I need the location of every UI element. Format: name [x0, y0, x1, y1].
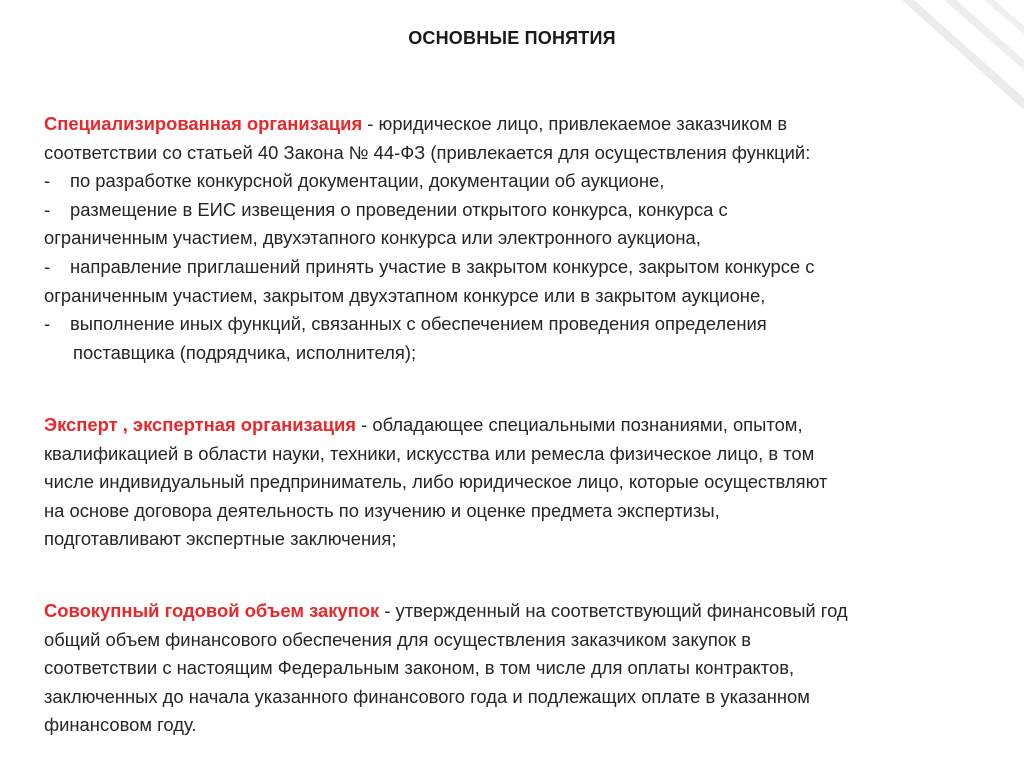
definition-term: Эксперт , экспертная организация [44, 414, 357, 435]
definition-term: Совокупный годовой объем закупок [44, 600, 380, 621]
definition-line [44, 440, 989, 469]
list-item-text: размещение в ЕИС извещения о проведении открытого конкурса, конкурса с [70, 198, 728, 220]
definition-text: на основе договора деятельность по изучению и оценке предмета экспертизы, [44, 499, 720, 521]
bullet-dash: - [44, 313, 51, 335]
definition-text: числе индивидуальный предприниматель, либо юридическое лицо, которые осуществляют [44, 471, 828, 493]
definition-specialized-organization [44, 110, 989, 367]
definition-expert [44, 411, 989, 554]
page-title: ОСНОВНЫЕ ПОНЯТИЯ [408, 28, 616, 48]
definition-text: соответствии со статьей 40 Закона № 44-ФЗ (привлекается для осуществления функций: [44, 141, 811, 163]
definition-text: общий объем финансового обеспечения для осуществления заказчиком закупок в [44, 628, 752, 650]
definition-line [44, 711, 989, 740]
definition-line [44, 468, 989, 497]
list-item-text: по разработке конкурсной документации, документации об аукционе, [70, 170, 665, 192]
list-item-continuation [44, 224, 989, 253]
definition-text: соответствии с настоящим Федеральным законом, в том числе для оплаты контрактов, [44, 657, 795, 679]
definition-term: Специализированная организация [44, 113, 363, 134]
list-item [44, 310, 989, 339]
definition-text: - утвержденный на соответствующий финансовый год [379, 600, 848, 621]
list-item-text: направление приглашений принять участие в закрытом конкурсе, закрытом конкурсе с [70, 255, 815, 277]
bullet-dash: - [44, 255, 51, 277]
definition-line [44, 683, 989, 712]
definition-text: финансовом году. [44, 714, 197, 736]
definition-line [44, 597, 989, 626]
definition-text: - юридическое лицо, привлекаемое заказчиком в [362, 113, 788, 134]
list-item [44, 167, 989, 196]
list-item [44, 253, 989, 282]
list-item-text: ограниченным участием, закрытом двухэтапном конкурсе или в закрытом аукционе, [44, 284, 766, 306]
definition-text: - обладающее специальными познаниями, опытом, [356, 414, 803, 435]
list-item-continuation [44, 282, 989, 311]
corner-decoration [894, 0, 1024, 110]
list-item-text: выполнение иных функций, связанных с обеспечением проведения определения [70, 313, 767, 335]
definition-line [44, 525, 989, 554]
definition-line [44, 654, 989, 683]
list-item-text: поставщика (подрядчика, исполнителя); [73, 341, 417, 363]
bullet-dash: - [44, 170, 51, 192]
definition-line [44, 497, 989, 526]
definition-line [44, 411, 989, 440]
list-item [44, 196, 989, 225]
definition-line [44, 139, 989, 168]
definition-line [44, 626, 989, 655]
definition-line [44, 110, 989, 139]
definition-text: квалификацией в области науки, техники, искусства или ремесла физическое лицо, в том [44, 442, 815, 464]
list-item-text: ограниченным участием, двухэтапного конкурса или электронного аукциона, [44, 227, 701, 249]
definition-text: подготавливают экспертные заключения; [44, 528, 397, 550]
definition-annual-procurement-volume [44, 597, 989, 740]
bullet-dash: - [44, 198, 51, 220]
definition-text: заключенных до начала указанного финансового года и подлежащих оплате в указанном [44, 685, 810, 707]
list-item-continuation [44, 339, 989, 368]
